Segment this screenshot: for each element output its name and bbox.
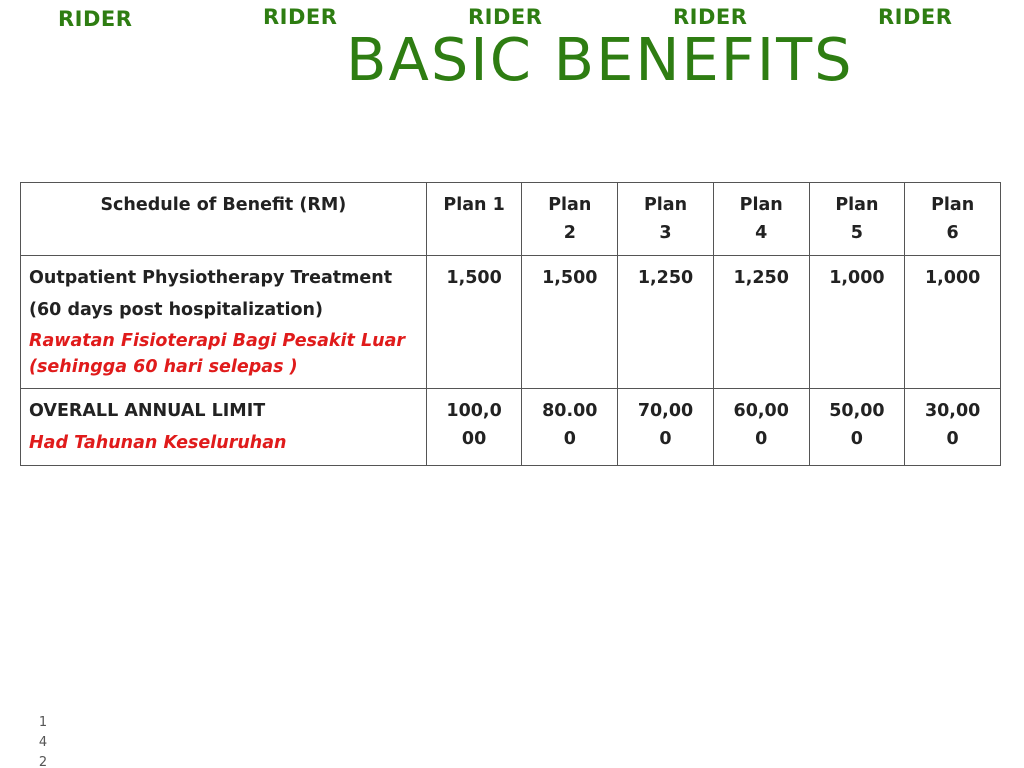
table-row-physiotherapy [21, 256, 1001, 389]
benefit-name: OVERALL ANNUAL LIMIT [29, 401, 266, 421]
plan-1-value [426, 389, 522, 466]
value-line: 0 [755, 429, 768, 449]
table-row-annual-limit [21, 389, 1001, 466]
page-number-digit: 2 [38, 755, 48, 768]
value-line: 0 [563, 429, 576, 449]
plan-header-line: 4 [755, 223, 768, 243]
value-line: 70,00 [637, 401, 694, 421]
value-line: 50,00 [829, 401, 885, 421]
rider-label-4: RIDER [673, 5, 748, 29]
rider-label-1: RIDER [58, 7, 133, 31]
plan-header-1 [426, 183, 522, 256]
benefit-description [21, 389, 427, 466]
value-line: 100,0 [446, 401, 502, 421]
benefit-condition: (60 days post hospitalization) [29, 300, 324, 320]
plan-header-line: Plan [548, 195, 592, 215]
plan-2-value [522, 256, 618, 389]
plan-header-5 [809, 183, 905, 256]
plan-header-line: 2 [563, 223, 576, 243]
value-line: 30,00 [924, 401, 981, 421]
plan-3-value [618, 389, 714, 466]
plan-4-value [713, 389, 809, 466]
plan-header-line: Plan 1 [443, 195, 505, 215]
value-line: 1,500 [446, 268, 502, 288]
plan-header-6 [905, 183, 1001, 256]
page-number-digit: 4 [38, 735, 48, 750]
plan-6-value [905, 389, 1001, 466]
plan-header-line: 6 [946, 223, 959, 243]
value-line: 1,250 [637, 268, 694, 288]
value-line: 0 [946, 429, 959, 449]
value-line: 80.00 [542, 401, 598, 421]
value-line: 1,000 [829, 268, 885, 288]
rider-label-5: RIDER [878, 5, 953, 29]
plan-header-line: 5 [850, 223, 863, 243]
plan-4-value [713, 256, 809, 389]
benefits-table [20, 182, 1001, 466]
benefit-translation: Rawatan Fisioterapi Bagi Pesakit Luar [29, 331, 406, 351]
benefit-name: Outpatient Physiotherapy Treatment [29, 268, 393, 288]
plan-header-line: Plan [931, 195, 975, 215]
value-line: 00 [461, 429, 487, 449]
plan-header-line: 3 [659, 223, 672, 243]
rider-label-2: RIDER [263, 5, 338, 29]
value-line: 1,000 [924, 268, 981, 288]
plan-1-value [426, 256, 522, 389]
value-line: 1,250 [733, 268, 789, 288]
rider-label-3: RIDER [468, 5, 543, 29]
plan-2-value [522, 389, 618, 466]
page-number-digit: 1 [38, 715, 48, 730]
benefit-description [21, 256, 427, 389]
plan-3-value [618, 256, 714, 389]
plan-6-value [905, 256, 1001, 389]
value-line: 1,500 [542, 268, 598, 288]
plan-header-2 [522, 183, 618, 256]
benefit-translation-condition: (sehingga 60 hari selepas ) [29, 357, 298, 377]
schedule-header: Schedule of Benefit (RM) [21, 183, 427, 256]
page-title: BASIC BENEFITS [346, 25, 854, 94]
benefit-translation: Had Tahunan Keseluruhan [29, 433, 287, 453]
table-header-row [21, 183, 1001, 256]
plan-header-line: Plan [643, 195, 688, 215]
plan-header-line: Plan [835, 195, 879, 215]
value-line: 60,00 [733, 401, 789, 421]
plan-header-line: Plan [739, 195, 783, 215]
page-number [36, 713, 50, 768]
value-line: 0 [850, 429, 863, 449]
plan-header-3 [618, 183, 714, 256]
plan-5-value [809, 256, 905, 389]
plan-header-4 [713, 183, 809, 256]
value-line: 0 [659, 429, 672, 449]
plan-5-value [809, 389, 905, 466]
